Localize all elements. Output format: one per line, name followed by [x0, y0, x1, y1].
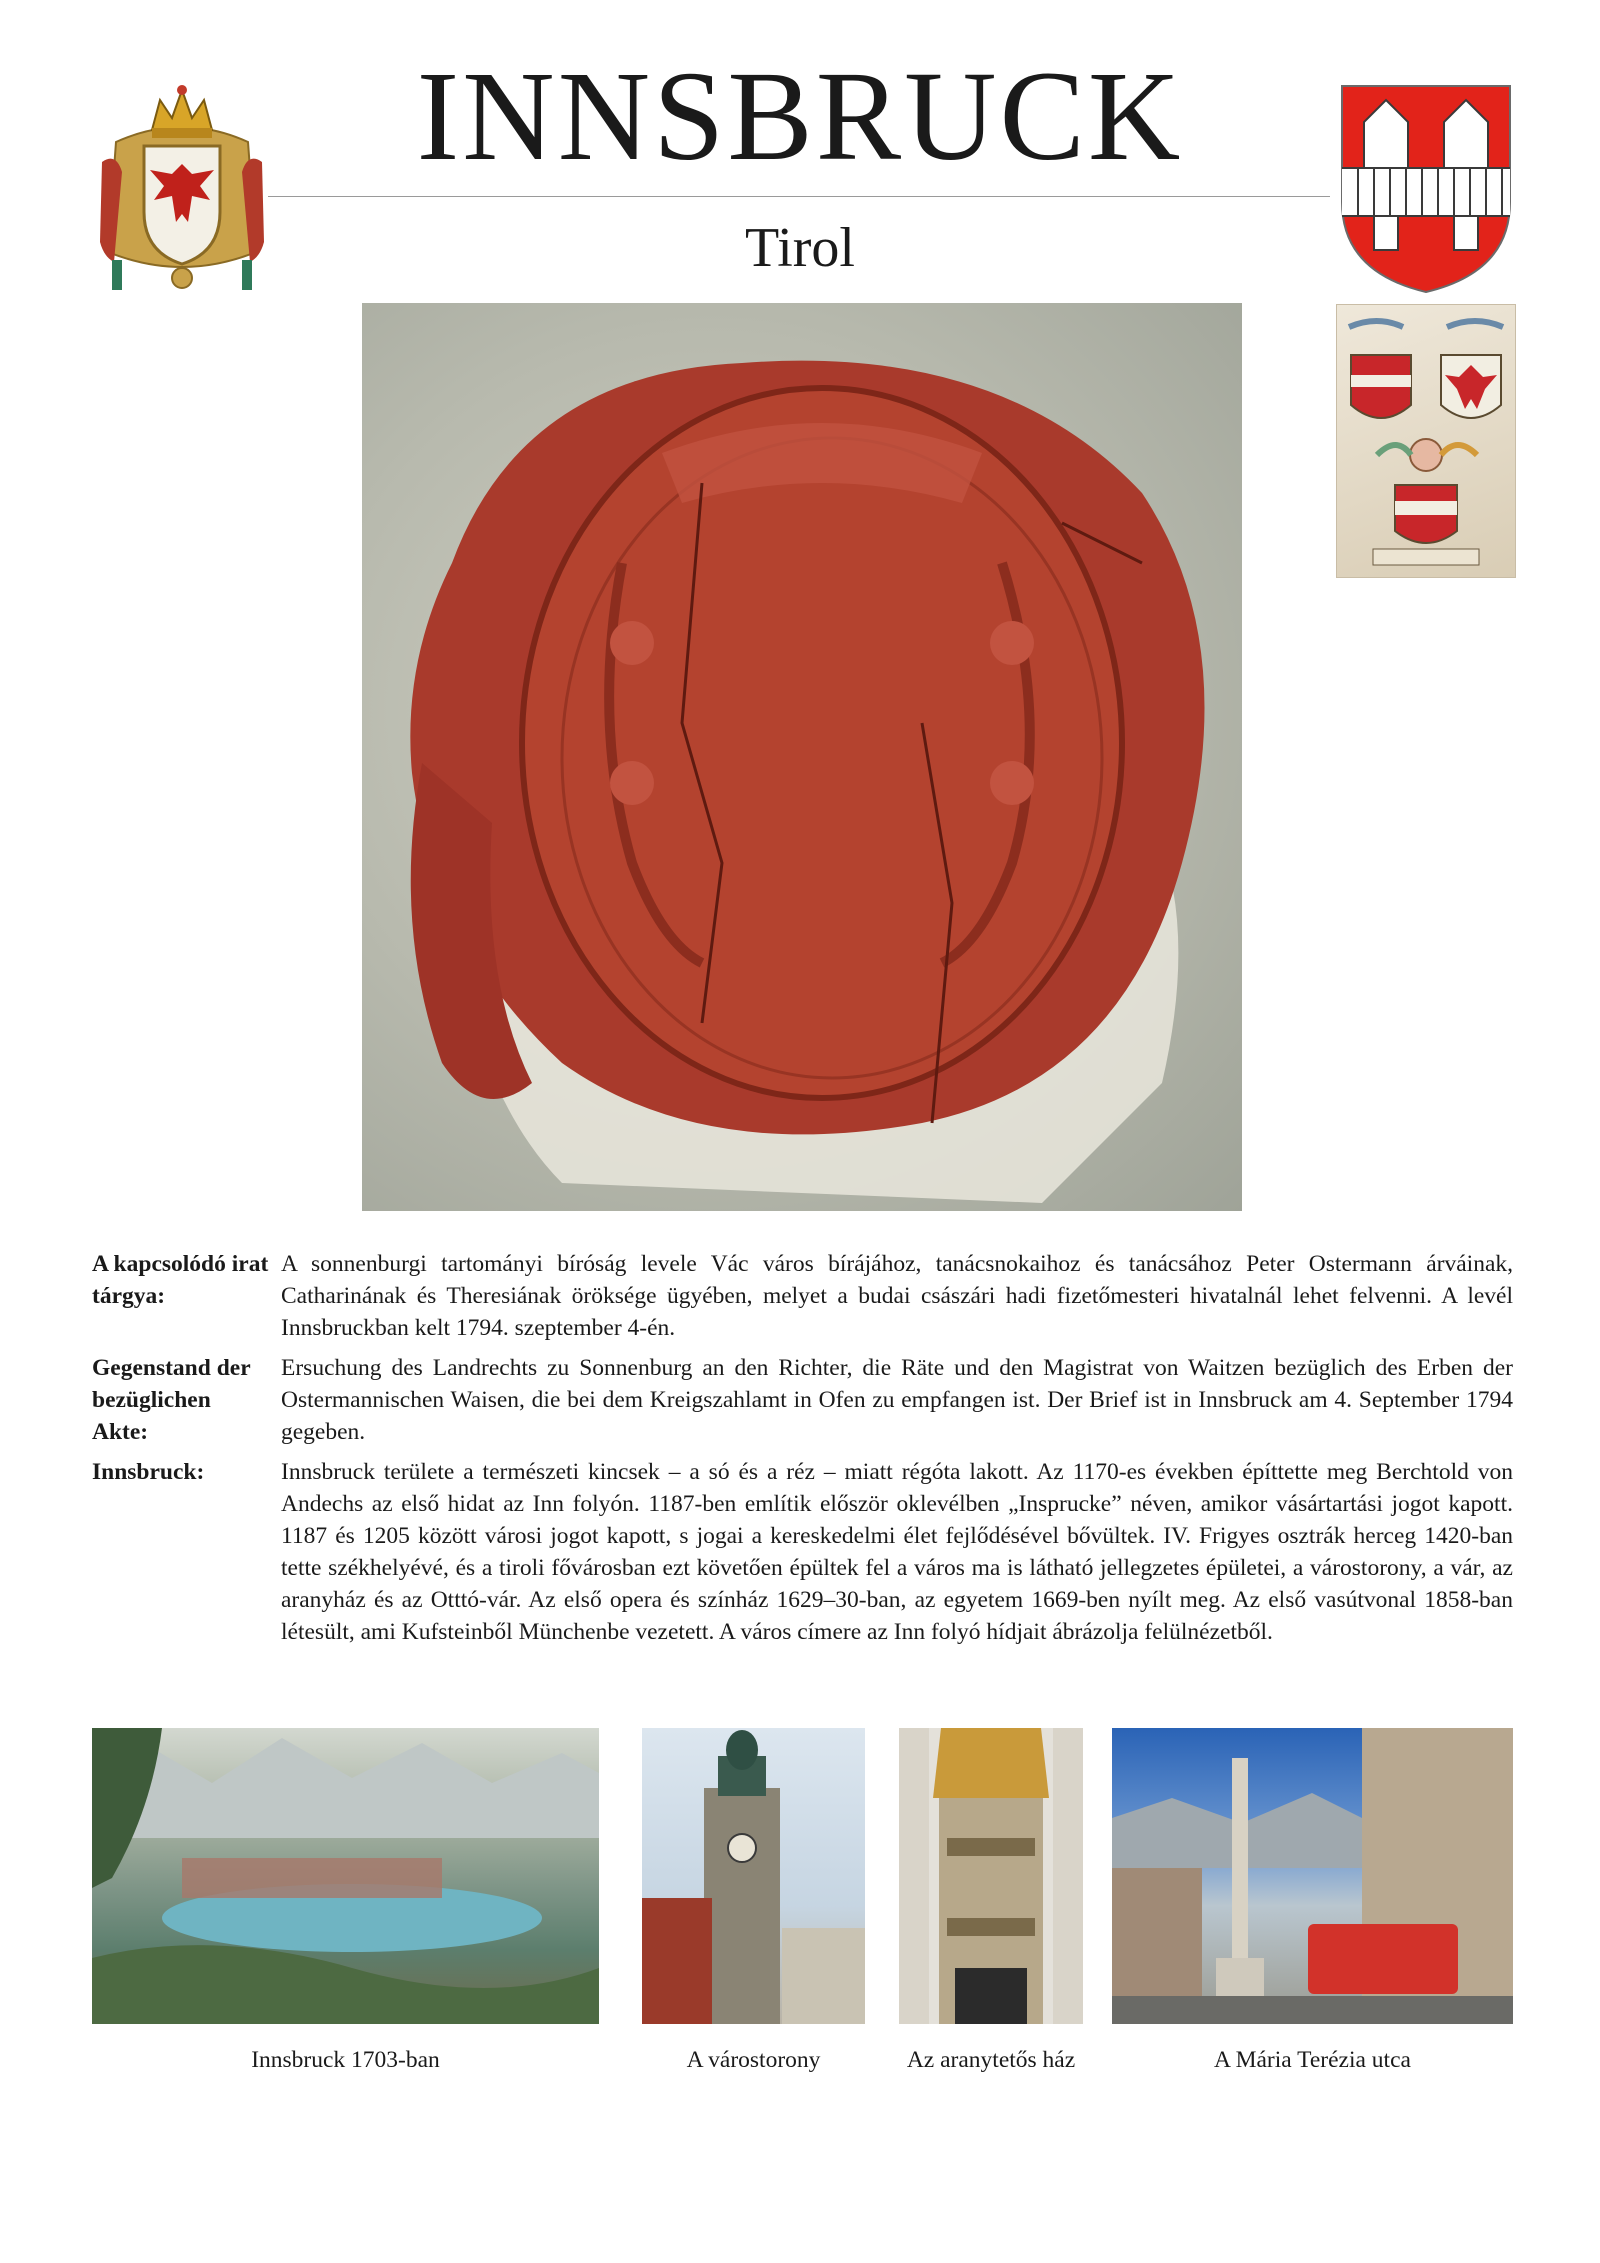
- caption-golden-roof: Az aranytetős ház: [906, 2047, 1076, 2073]
- heraldic-drawing-icon: [1336, 304, 1516, 578]
- caption-city-tower: A várostorony: [686, 2047, 821, 2073]
- city-tower-icon: [642, 1728, 865, 2024]
- label-innsbruck: Innsbruck:: [92, 1459, 205, 1485]
- paragraph-related-document-subject: A sonnenburgi tartományi bíróság levele Vác város bírájához, tanácsnokaihoz és tanácsához Peter Ostermann árváinak, Catharinának és Theresiának öröksége ügyében, melyet a budai császári hadi fizetőmesteri hivatalnál lehet felvenni. A levél Innsbruckban kelt 1794. szeptember 4-én.: [281, 1251, 1513, 1341]
- red-wax-seal-icon: [362, 303, 1242, 1211]
- title-divider: [268, 196, 1330, 197]
- street-view-icon: [1112, 1728, 1513, 2024]
- paragraph-innsbruck-history: Innsbruck területe a természeti kincsek – a só és a réz – miatt régóta lakott. Az 1170-es években építtette meg Berchtold von Andechs az első hidat az Inn folyón. 1187-ben említik először oklevélben „Insprucke” néven, amikor vásártartási jogot kapott. 1187 és 1205 között városi jogot kapott, s jogai a kereskedelmi élet fejlődésével bővültek. IV. Frigyes osztrák herceg 1420-ban tette székhelyévé, és a tiroli fővárosban ezt követően épültek fel a város ma is látható jellegzetes épületei, a várostorony, a vár, az aranyház és az Otttó-vár. Az első opera és színház 1629–30-ban, az egyetem 1669-ben nyílt meg. Az első vasútvonal 1858-ban létesült, ami Kufsteinből Münchenbe vezetett. A város címere az Inn folyó hídjait ábrázolja felülnézetből.: [281, 1459, 1513, 1645]
- page-subtitle: Tirol: [744, 217, 855, 279]
- label-related-document-subject: A kapcsolódó irat tárgya:: [92, 1251, 269, 1309]
- paragraph-gegenstand: Ersuchung des Landrechts zu Sonnenburg an den Richter, die Räte und den Magistrat von Waitzen bezüglich des Erben der Ostermannischen Waisen, die bei dem Kreigszahlamt in Ofen zu empfangen ist. Der Brief ist in Innsbruck am 4. September 1794 gegeben.: [281, 1355, 1513, 1445]
- label-gegenstand: Gegenstand der bezüglichen Akte:: [92, 1355, 251, 1445]
- innsbruck-city-coat-of-arms-icon: [1338, 82, 1514, 296]
- page-title: INNSBRUCK: [416, 45, 1184, 187]
- caption-street: A Mária Terézia utca: [1214, 2047, 1411, 2073]
- golden-roof-icon: [899, 1728, 1083, 2024]
- historic-city-view-icon: [92, 1728, 599, 2024]
- tirol-coat-of-arms-icon: [96, 82, 268, 296]
- caption-historic-view: Innsbruck 1703-ban: [251, 2047, 440, 2073]
